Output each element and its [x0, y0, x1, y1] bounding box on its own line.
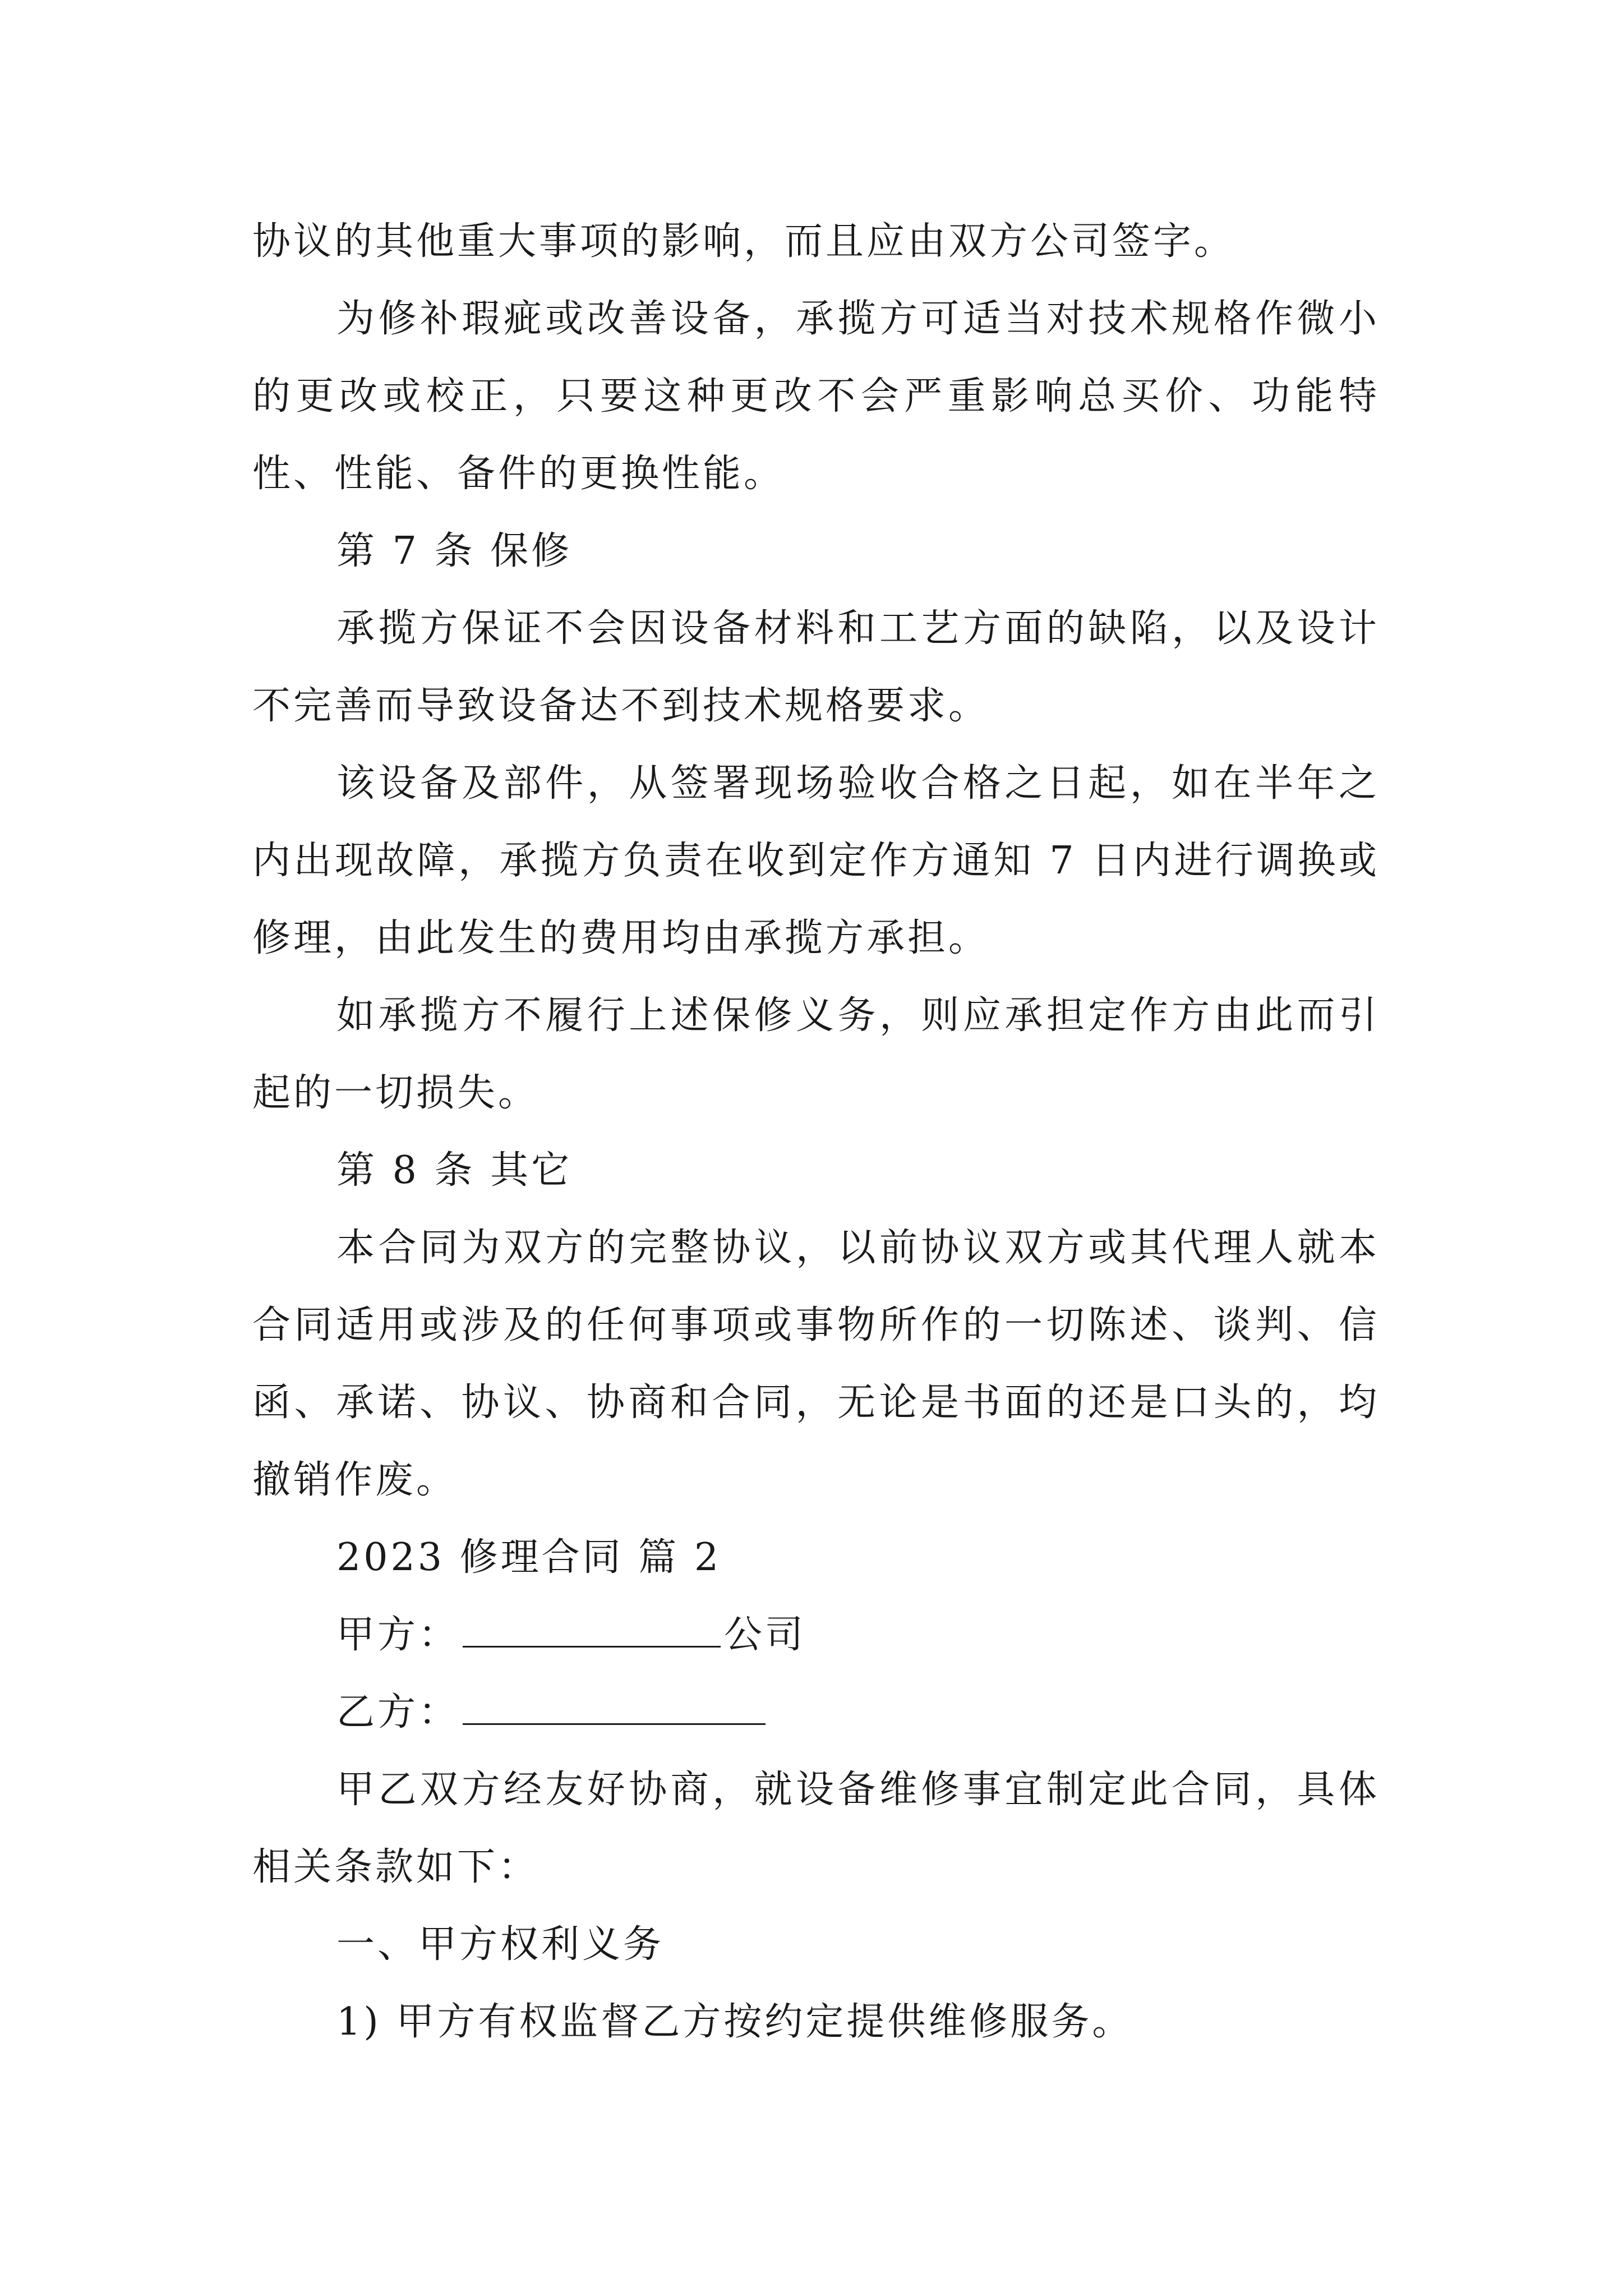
party-a-suffix: 公司	[724, 1613, 806, 1657]
paragraph-warranty-period: 该设备及部件，从签署现场验收合格之日起，如在半年之内出现故障，承揽方负责在收到定作方通知 7 日内进行调换或修理，由此发生的费用均由承揽方承担。	[252, 761, 1380, 960]
clause-1-item: 1) 甲方有权监督乙方按约定提供维修服务。	[336, 2000, 1133, 2044]
contract-2-title: 2023 修理合同 篇 2	[336, 1535, 722, 1580]
party-b-label: 乙方：	[336, 1690, 460, 1734]
party-b-line	[252, 1674, 1380, 1751]
party-b-blank	[463, 1688, 766, 1725]
paragraph-continuation: 协议的其他重大事项的影响，而且应由双方公司签字。	[252, 219, 1235, 264]
article-8-heading: 第 8 条 其它	[336, 1148, 573, 1193]
section-1-heading: 一、甲方权利义务	[336, 1922, 665, 1967]
paragraph-entire-agreement: 本合同为双方的完整协议，以前协议双方或其代理人就本合同适用或涉及的任何事项或事物所作的一切陈述、谈判、信函、承诺、协议、协商和合同，无论是书面的还是口头的，均撤销作废。	[252, 1226, 1380, 1502]
paragraph-warranty-guarantee: 承揽方保证不会因设备材料和工艺方面的缺陷，以及设计不完善而导致设备达不到技术规格要求。	[252, 606, 1380, 728]
party-a-blank	[463, 1611, 721, 1648]
paragraph-warranty-liability: 如承揽方不履行上述保修义务，则应承担定作方由此而引起的一切损失。	[252, 993, 1380, 1115]
article-7-heading: 第 7 条 保修	[336, 529, 573, 573]
paragraph-preamble: 甲乙双方经友好协商，就设备维修事宜制定此合同，具体相关条款如下：	[252, 1768, 1380, 1889]
paragraph-spec-changes: 为修补瑕疵或改善设备，承揽方可适当对技术规格作微小的更改或校正，只要这种更改不会严重影响总买价、功能特性、性能、备件的更换性能。	[252, 297, 1380, 496]
document-body	[252, 203, 1380, 2061]
party-a-line	[252, 1596, 1380, 1674]
party-a-label: 甲方：	[336, 1613, 460, 1657]
